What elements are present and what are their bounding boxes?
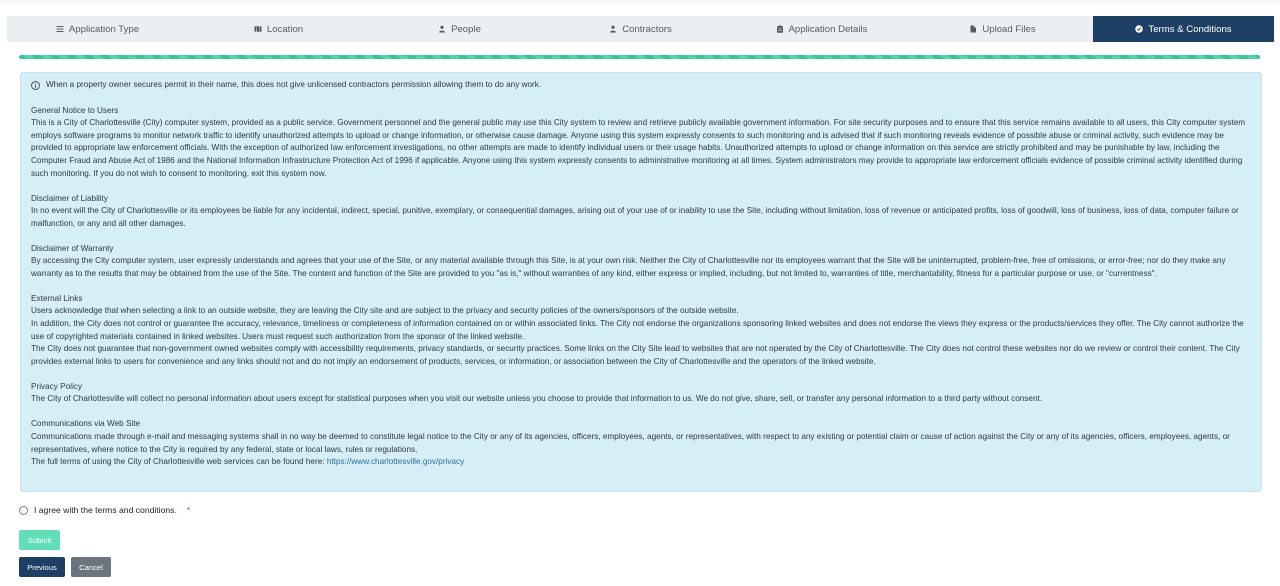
required-mark: * bbox=[186, 505, 191, 515]
tab-label: Location bbox=[266, 23, 304, 35]
previous-button[interactable]: Previous bbox=[19, 557, 65, 577]
person-icon bbox=[438, 25, 446, 33]
section-heading: Privacy Policy bbox=[31, 381, 82, 391]
tab-label: Upload Files bbox=[982, 23, 1036, 35]
check-circle-icon bbox=[1135, 25, 1143, 33]
section-paragraph: The City does not guarantee that non-government owned websites comply with accessibility requirements, privacy standards, or security practices. Some links on the City Site lead to websites that are not operated by the City of Charlottesville. The City does not control these websites nor do we review or control their content. The City provides external links to users for convenience and any links should not and do not imply an endorsement of products, services, or information, or association between the City of Charlottesville and the operators of the linked website. bbox=[31, 344, 1240, 366]
section-paragraph: In addition, the City does not control or guarantee the accuracy, relevance, timeliness or completeness of information contained on or within associated links. The City not endorse the organizations sponsoring linked websites and does not endorse the views they express or the products/services they offer. The City cannot authorize the use of copyrighted materials contained in linked websites. Users must request such authorization from the sponsor of the linked website. bbox=[31, 319, 1244, 341]
tab-contractors[interactable] bbox=[550, 16, 731, 42]
clipboard-icon bbox=[776, 25, 784, 33]
full-terms-prefix: The full terms of using the City of Charlottesville web services can be found here: bbox=[31, 457, 327, 467]
privacy-link[interactable]: https://www.charlottesville.gov/privacy bbox=[326, 457, 465, 467]
terms-section bbox=[31, 243, 1251, 281]
agree-label: I agree with the terms and conditions. bbox=[34, 505, 177, 515]
terms-section bbox=[31, 381, 1251, 406]
wizard-tabs bbox=[7, 16, 1274, 42]
terms-notice bbox=[20, 72, 1262, 492]
terms-section bbox=[31, 293, 1251, 369]
tab-application-details[interactable] bbox=[731, 16, 912, 42]
top-strip bbox=[0, 0, 1280, 3]
section-heading: Communications via Web Site bbox=[31, 419, 141, 429]
map-icon bbox=[254, 25, 262, 33]
person-icon bbox=[609, 25, 617, 33]
tab-location[interactable] bbox=[188, 16, 369, 42]
tab-label: Application Type bbox=[68, 23, 140, 35]
full-terms-line bbox=[31, 456, 1251, 469]
section-heading: External Links bbox=[31, 293, 83, 303]
section-paragraph: The City of Charlottesville will collect no personal information about users except for statistical purposes when you visit our website unless you choose to provide that information to us. We do not give, share, sell, or transfer any personal information to a third party without consent. bbox=[31, 394, 1043, 404]
section-paragraph: In no event will the City of Charlottesville or its employees be liable for any incidental, indirect, special, punitive, exemplary, or consequential damages, arising out of your use of or inability to use the Site, including without limitation, loss of revenue or anticipated profits, loss of goodwill, loss of business, loss of data, computer failure or malfunction, or any and all other damages. bbox=[31, 206, 1239, 228]
section-heading: Disclaimer of Warranty bbox=[31, 243, 114, 253]
terms-section bbox=[31, 193, 1251, 231]
tab-upload-files[interactable] bbox=[912, 16, 1093, 42]
agree-checkbox-row[interactable] bbox=[19, 505, 190, 515]
section-paragraph: Users acknowledge that when selecting a link to an outside website, they are leaving the City site and are subject to the privacy and security policies of the owners/sponsors of the outside website. bbox=[31, 306, 739, 316]
tab-label: Terms & Conditions bbox=[1148, 23, 1232, 35]
section-paragraph: This is a City of Charlottesville (City) computer system, provided as a public service. Government personnel and the general public may use this City system to review and retrieve publicly available government information. For site security purposes and to ensure that this service remains available to all users, this City computer system employs software programs to monitor network traffic to identify unauthorized attempts to upload or change information, or otherwise cause damage. Anyone using this system expressly consents to such monitoring and is advised that if such monitoring reveals evidence of possible abuse or criminal activity, such evidence may be provided to appropriate law enforcement officials. With the exception of authorized law enforcement investigations, no other attempts are made to identify individual users or their usage habits. Unauthorized attempts to upload or change information on this service are strictly prohibited and may be punishable by law, including the Computer Fraud and Abuse Act of 1986 and the National Information Infrastructure Protection Act of 1996 if applicable. Anyone using this system expressly consents to administrative monitoring at all times. System administrators may provide to appropriate law enforcement officials evidence of possible criminal activity identified during such monitoring. If you do not wish to consent to monitoring, exit this system now. bbox=[31, 118, 1246, 178]
file-icon bbox=[969, 25, 977, 33]
progress-bar-fill bbox=[19, 55, 1260, 59]
terms-section bbox=[31, 418, 1251, 456]
section-heading: Disclaimer of Liability bbox=[31, 193, 108, 203]
submit-button[interactable]: Submit bbox=[19, 530, 60, 550]
terms-section bbox=[31, 105, 1251, 181]
notice-intro-text: When a property owner secures permit in their name, this does not give unlicensed contractors permission allowing them to do any work. bbox=[46, 80, 542, 89]
cancel-button[interactable]: Cancel bbox=[71, 557, 111, 577]
progress-bar bbox=[19, 55, 1260, 59]
list-icon bbox=[56, 25, 64, 33]
tab-terms-conditions[interactable] bbox=[1093, 16, 1274, 42]
section-paragraph: Communications made through e-mail and messaging systems shall in no way be deemed to constitute legal notice to the City or any of its agencies, officers, employees, agents, or representatives, with respect to any existing or potential claim or cause of action against the City or any of its agencies, officers, employees, agents, or representatives, where notice to the City is required by any federal, state or local laws, rules or regulations. bbox=[31, 432, 1230, 454]
tab-people[interactable] bbox=[369, 16, 550, 42]
terms-sections bbox=[31, 105, 1251, 457]
section-paragraph: By accessing the City computer system, user expressly understands and agrees that your use of the Site, or any material available through this Site, is at your own risk. Neither the City of Charlottesville nor its employees warrant that the Site will be uninterrupted, problem-free, free of omissions, or error-free; nor do they make any warranty as to the results that may be obtained from the use of the Site. The content and function of the Site are provided to you "as is," without warranties of any kind, either express or implied, including, but not limited to, warranties of title, merchantability, fitness for a particular purpose or use, or "currentness". bbox=[31, 256, 1226, 278]
info-icon bbox=[31, 81, 40, 90]
tab-application-type[interactable] bbox=[7, 16, 188, 42]
tab-label: Application Details bbox=[788, 23, 868, 35]
tab-label: People bbox=[451, 23, 481, 35]
notice-intro bbox=[31, 79, 1251, 92]
section-heading: General Notice to Users bbox=[31, 105, 119, 115]
agree-radio[interactable] bbox=[19, 506, 28, 515]
tab-label: Contractors bbox=[622, 23, 672, 35]
